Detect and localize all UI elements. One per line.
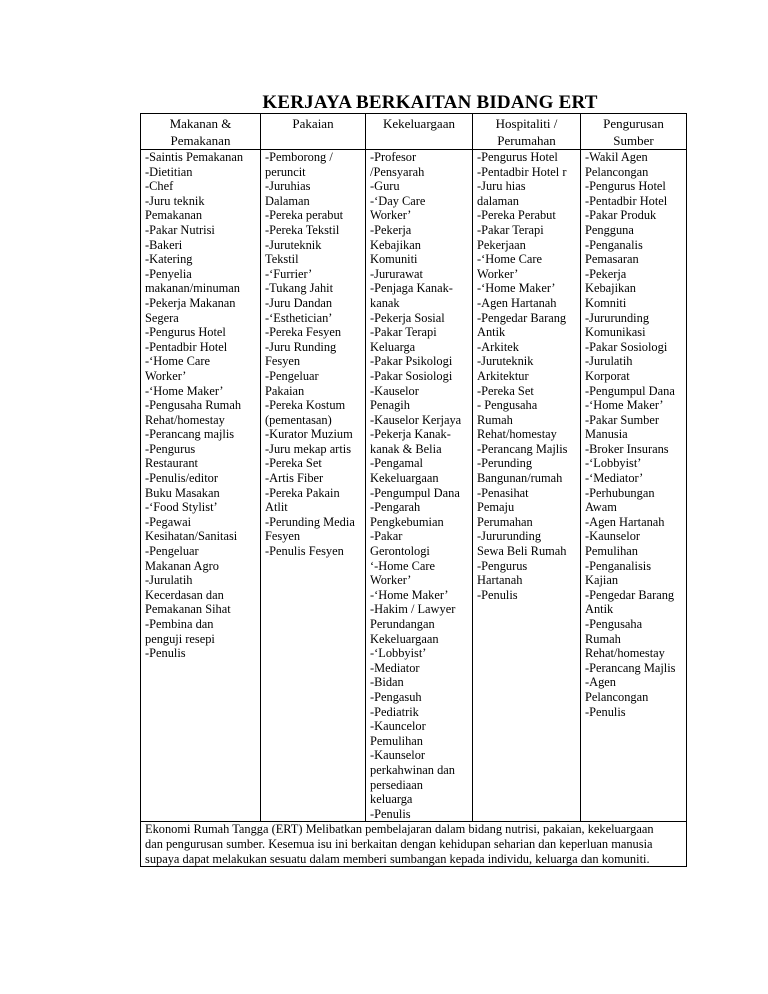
- career-item: -Pekerja: [370, 222, 412, 237]
- career-item: Kekeluargaan: [370, 471, 439, 486]
- career-item: Komuniti: [370, 252, 418, 267]
- summary-line: Ekonomi Rumah Tangga (ERT) Melibatkan pembelajaran dalam bidang nutrisi, pakaian, kekeluargaan: [145, 822, 654, 837]
- career-item: -Juru hias: [477, 179, 526, 194]
- career-item: persediaan: [370, 777, 423, 792]
- career-item: Awam: [585, 500, 617, 515]
- page-title-text: KERJAYA BERKAITAN BIDANG ERT: [262, 92, 598, 113]
- career-item: Pemasaran: [585, 252, 639, 267]
- career-item: Perundangan: [370, 617, 435, 631]
- career-item: Kecerdasan dan: [145, 587, 224, 602]
- career-item: Dalaman: [265, 193, 310, 208]
- career-item: Keluarga: [370, 339, 416, 354]
- career-item: Korporat: [585, 368, 630, 383]
- header-makanan: [141, 114, 261, 150]
- career-item: Restaurant: [145, 456, 198, 471]
- career-item: -Kurator Muzium: [265, 427, 353, 442]
- career-item: Worker’: [370, 573, 412, 588]
- career-item: -‘Home Maker’: [145, 383, 224, 398]
- career-item: Atlit: [265, 500, 288, 515]
- career-item: -Penulis: [145, 646, 186, 661]
- career-item: Rumah: [585, 631, 621, 646]
- career-item: -Juruteknik: [265, 237, 322, 252]
- career-item: -Pakar Produk: [585, 208, 657, 223]
- career-item: Perumahan: [477, 514, 533, 529]
- career-item: makanan/minuman: [145, 281, 240, 296]
- career-item: -‘Furrier’: [265, 266, 313, 281]
- career-item: -‘Esthetician’: [265, 310, 333, 325]
- career-item: perkahwinan dan: [370, 762, 455, 777]
- career-item: -Pereka Pakain: [265, 485, 340, 500]
- career-item: -Katering: [145, 252, 193, 267]
- career-item: -Pengurus: [145, 441, 196, 456]
- header-pengurusan: [581, 114, 687, 150]
- career-item: -Pembina dan: [145, 617, 214, 631]
- career-table: [140, 113, 687, 867]
- career-item: Tekstil: [265, 252, 299, 267]
- career-item: -‘Mediator’: [585, 471, 644, 486]
- career-item: Sewa Beli Rumah: [477, 544, 567, 559]
- career-item: -‘Food Stylist’: [145, 500, 218, 515]
- header-line: Sumber: [613, 133, 654, 148]
- career-item: Pemulihan: [585, 544, 638, 559]
- career-item: -Kauncelor: [370, 719, 426, 734]
- career-item: -Pereka Set: [477, 383, 534, 398]
- career-item: -Pengusaha Rumah: [145, 398, 242, 413]
- career-item: -Agen Hartanah: [477, 295, 557, 310]
- career-item: -Perancang majlis: [145, 427, 235, 442]
- career-item: Pengkebumian: [370, 514, 444, 529]
- career-item: Komunikasi: [585, 325, 646, 340]
- career-item: Rehat/homestay: [145, 412, 225, 427]
- career-item: - Pengusaha: [477, 398, 538, 413]
- career-item: -Pekerja Makanan: [145, 295, 236, 310]
- career-item: -Penulis/editor: [145, 471, 218, 486]
- career-item: ‘-Home Care: [370, 558, 436, 573]
- career-item: -Penulis Fesyen: [265, 544, 344, 559]
- career-item: dalaman: [477, 193, 519, 208]
- career-item: -Kauselor Kerjaya: [370, 412, 462, 427]
- career-item: -Pengedar Barang: [585, 587, 675, 602]
- header-line: Pakaian: [292, 116, 334, 131]
- career-item: Pelancongan: [585, 689, 649, 704]
- career-item: Kekeluargaan: [370, 631, 439, 646]
- career-item: -Pereka Tekstil: [265, 222, 340, 237]
- career-item: Rumah: [477, 412, 513, 427]
- career-item: -Pereka Kostum: [265, 398, 346, 413]
- career-item: -‘Home Maker’: [370, 587, 449, 602]
- career-item: -‘Home Care: [477, 252, 543, 267]
- career-item: -Juru Runding: [265, 339, 337, 354]
- cell-hospitaliti: [473, 150, 581, 822]
- career-item: -Pereka perabut: [265, 208, 344, 223]
- career-item: Rehat/homestay: [585, 646, 665, 661]
- career-item: -Pakar Sumber: [585, 412, 659, 427]
- career-item: -‘Home Care: [145, 354, 211, 369]
- career-item: Rehat/homestay: [477, 427, 557, 442]
- career-item: -Broker Insurans: [585, 441, 669, 456]
- career-item: -Jururunding: [585, 310, 650, 325]
- career-item: -Jurulatih: [585, 354, 633, 369]
- career-item: kanak & Belia: [370, 441, 442, 456]
- career-item: Pemakanan Sihat: [145, 602, 231, 617]
- career-item: -Bakeri: [145, 237, 183, 252]
- header-pakaian: [261, 114, 366, 150]
- career-item: Kesihatan/Sanitasi: [145, 529, 238, 544]
- page-title: [0, 92, 768, 114]
- career-item: -Perhubungan: [585, 485, 655, 500]
- career-item: Segera: [145, 310, 179, 325]
- career-item: Penagih: [370, 398, 410, 413]
- career-item: -Pengarah: [370, 500, 421, 515]
- career-item: Kajian: [585, 573, 619, 588]
- career-item: Worker’: [370, 208, 412, 223]
- career-item: -Pengumpul Dana: [585, 383, 675, 398]
- career-item: -Pengeluar: [265, 368, 319, 383]
- career-item: -Profesor: [370, 150, 417, 164]
- career-item: -Mediator: [370, 660, 420, 675]
- career-item: -Pakar Sosiologi: [585, 339, 668, 354]
- career-item: -Pereka Perabut: [477, 208, 556, 223]
- career-item: -Pengedar Barang: [477, 310, 567, 325]
- career-item: -Penulis: [477, 587, 518, 602]
- career-item: -Chef: [145, 179, 174, 194]
- career-item: -Agen: [585, 675, 616, 690]
- career-item: Pemulihan: [370, 733, 423, 748]
- career-item: -Kauselor: [370, 383, 419, 398]
- career-item: Buku Masakan: [145, 485, 220, 500]
- career-item: -Penganalis: [585, 237, 643, 252]
- summary-row: [141, 822, 687, 867]
- career-item: Fesyen: [265, 354, 301, 369]
- cell-kekeluargaan: [366, 150, 473, 822]
- cell-pakaian: [261, 150, 366, 822]
- career-item: -‘Day Care: [370, 193, 426, 208]
- career-item: -Pegawai: [145, 514, 192, 529]
- career-item: -Pakar Psikologi: [370, 354, 453, 369]
- career-item: -‘Home Maker’: [477, 281, 556, 296]
- career-item: Worker’: [477, 266, 519, 281]
- career-item: -Juruteknik: [477, 354, 534, 369]
- career-item: -Arkitek: [477, 339, 519, 354]
- career-item: -Pereka Set: [265, 456, 322, 471]
- header-line: Pemakanan: [170, 133, 231, 148]
- career-item: -Artis Fiber: [265, 471, 324, 486]
- career-item: -Pengamal: [370, 456, 423, 471]
- career-item: -Pengeluar: [145, 544, 199, 559]
- career-item: Antik: [585, 602, 614, 617]
- career-item: -Pengasuh: [370, 689, 422, 704]
- career-item: -Pekerja: [585, 266, 627, 281]
- header-line: Perumahan: [497, 133, 556, 148]
- career-item: -Dietitian: [145, 164, 193, 179]
- career-item: -Pereka Fesyen: [265, 325, 342, 340]
- career-item: Arkitektur: [477, 368, 529, 383]
- career-item: Pemaju: [477, 500, 515, 515]
- career-item: -Juru teknik: [145, 193, 205, 208]
- career-item: -Pengurus Hotel: [145, 325, 226, 340]
- career-item: -Wakil Agen: [585, 150, 648, 164]
- career-item: -Agen Hartanah: [585, 514, 665, 529]
- career-item: Makanan Agro: [145, 558, 219, 573]
- career-item: -‘Home Maker’: [585, 398, 664, 413]
- career-item: -Hakim / Lawyer: [370, 602, 456, 617]
- career-item: Manusia: [585, 427, 628, 442]
- career-item: -Kaunselor: [585, 529, 641, 544]
- career-item: Pekerjaan: [477, 237, 526, 252]
- career-item: Pengguna: [585, 222, 634, 237]
- header-line: Hospitaliti /: [495, 116, 558, 131]
- career-item: Bangunan/rumah: [477, 471, 563, 486]
- summary-line: supaya dapat melakukan sesuatu dalam memberi sumbangan kepada individu, keluarga dan komuniti.: [145, 851, 650, 866]
- career-item: -Juru Dandan: [265, 295, 333, 310]
- career-item: Kebajikan: [585, 281, 636, 296]
- career-item: -Guru: [370, 179, 400, 194]
- career-item: -Pakar Terapi: [370, 325, 437, 340]
- career-item: -Jururawat: [370, 266, 423, 281]
- career-item: -Penyelia: [145, 266, 192, 281]
- career-item: -Pengumpul Dana: [370, 485, 460, 500]
- career-item: -Pekerja Sosial: [370, 310, 445, 325]
- career-item: -Pentadbir Hotel: [585, 193, 668, 208]
- career-item: Gerontologi: [370, 544, 430, 559]
- career-item: peruncit: [265, 164, 306, 179]
- career-item: -Jurulatih: [145, 573, 193, 588]
- career-item: -Penulis: [370, 806, 411, 821]
- header-line: Kekeluargaan: [383, 116, 455, 131]
- career-item: -Perunding: [477, 456, 533, 471]
- career-item: kanak: [370, 295, 400, 310]
- header-hospitaliti: [473, 114, 581, 150]
- career-item: -Pentadbir Hotel r: [477, 164, 567, 179]
- career-item: -Pengusaha: [585, 617, 643, 631]
- summary-cell: [141, 822, 687, 867]
- career-item: Komniti: [585, 295, 627, 310]
- cell-makanan: [141, 150, 261, 822]
- career-item: -Pengurus Hotel: [477, 150, 558, 164]
- career-item: -Tukang Jahit: [265, 281, 334, 296]
- header-line: Pengurusan: [603, 116, 664, 131]
- career-item: -‘Lobbyist’: [370, 646, 427, 661]
- header-row: [141, 114, 687, 150]
- career-item: Pelancongan: [585, 164, 649, 179]
- career-item: Antik: [477, 325, 506, 340]
- career-row: [141, 150, 687, 822]
- career-item: -Penulis: [585, 704, 626, 719]
- career-item: -Bidan: [370, 675, 404, 690]
- header-kekeluargaan: [366, 114, 473, 150]
- career-item: -Penasihat: [477, 485, 529, 500]
- career-item: Hartanah: [477, 573, 523, 588]
- career-item: -Pemborong /: [265, 150, 333, 164]
- career-item: Worker’: [145, 368, 187, 383]
- career-item: -‘Lobbyist’: [585, 456, 642, 471]
- career-item: -Pediatrik: [370, 704, 419, 719]
- career-item: -Juruhias: [265, 179, 311, 194]
- career-item: Pemakanan: [145, 208, 203, 223]
- career-item: (pementasan): [265, 412, 332, 427]
- career-item: Kebajikan: [370, 237, 421, 252]
- career-item: -Pengurus Hotel: [585, 179, 666, 194]
- cell-pengurusan: [581, 150, 687, 822]
- career-item: -Perancang Majlis: [585, 660, 676, 675]
- career-item: -Pentadbir Hotel: [145, 339, 228, 354]
- career-item: -Saintis Pemakanan: [145, 150, 244, 164]
- career-item: -Kaunselor: [370, 748, 426, 763]
- career-item: -Penjaga Kanak-: [370, 281, 453, 296]
- header-line: Makanan &: [169, 116, 232, 131]
- career-item: -Pekerja Kanak-: [370, 427, 451, 442]
- career-item: -Pengurus: [477, 558, 528, 573]
- career-item: -Perancang Majlis: [477, 441, 568, 456]
- summary-line: dan pengurusan sumber. Kesemua isu ini berkaitan dengan kehidupan seharian dan keperluan manusia: [145, 836, 653, 851]
- career-item: -Pakar: [370, 529, 403, 544]
- career-item: Pakaian: [265, 383, 305, 398]
- career-item: Fesyen: [265, 529, 301, 544]
- career-item: -Penganalisis: [585, 558, 652, 573]
- career-item: -Pakar Terapi: [477, 222, 544, 237]
- career-item: -Juru mekap artis: [265, 441, 352, 456]
- career-item: keluarga: [370, 792, 413, 807]
- career-item: -Jururunding: [477, 529, 542, 544]
- career-item: -Pakar Sosiologi: [370, 368, 453, 383]
- career-item: /Pensyarah: [370, 164, 425, 179]
- career-item: -Perunding Media: [265, 514, 355, 529]
- career-item: -Pakar Nutrisi: [145, 222, 215, 237]
- career-item: penguji resepi: [145, 631, 215, 646]
